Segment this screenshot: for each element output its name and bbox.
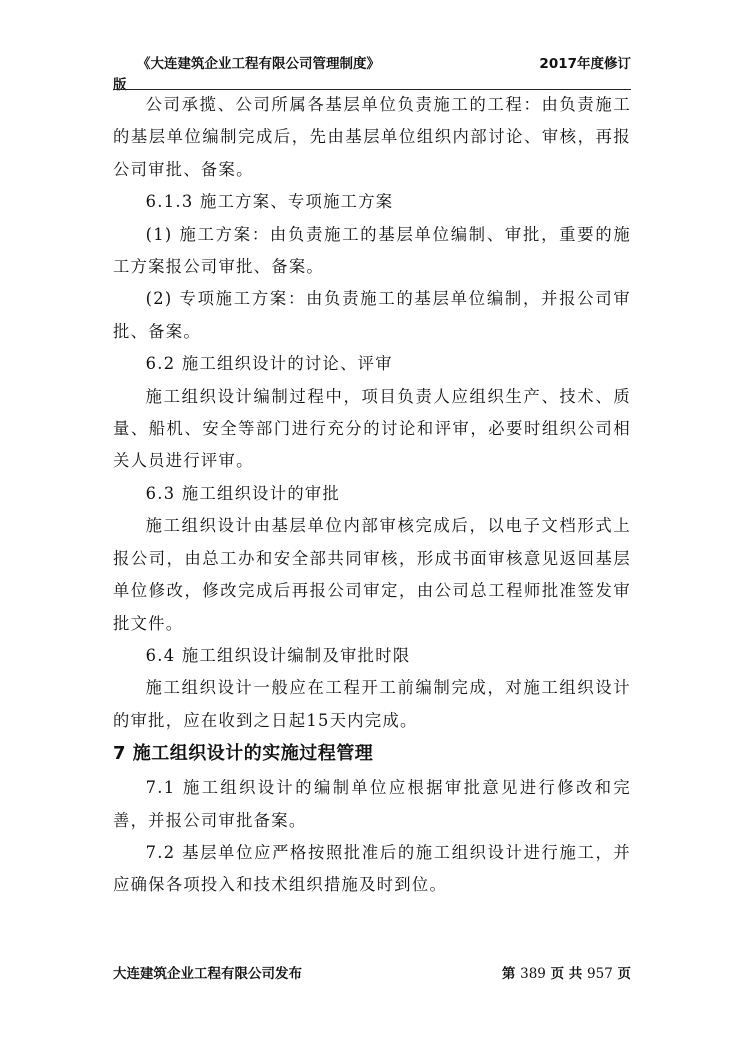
page-total: 957 [587,966,613,982]
footer-publisher: 大连建筑企业工程有限公司发布 [113,966,302,982]
paragraph-construction-plan: (1) 施工方案：由负责施工的基层单位编制、审批，重要的施工方案报公司审批、备案。 [113,224,631,277]
page-mid: 页 共 [550,966,583,982]
header-title: 《大连建筑企业工程有限公司管理制度》 [137,56,380,72]
header-edition: 2017年度修订 [539,56,631,72]
page-suffix: 页 [617,966,631,982]
paragraph-approval: 施工组织设计由基层单位内部审核完成后，以电子文档形式上报公司，由总工办和安全部共同审核，形成书面审核意见返回基层单位修改，修改完成后再报公司审定，由公司总工程师批准签发审批文件。 [113,516,631,633]
header-edition-continued: 版 [113,77,127,93]
chapter-heading-7: 7 施工组织设计的实施过程管理 [113,743,374,765]
section-heading-6-2: 6.2 施工组织设计的讨论、评审 [145,354,393,374]
paragraph-submission: 公司承揽、公司所属各基层单位负责施工的工程：由负责施工的基层单位编制完成后，先由基层单位组织内部讨论、审核，再报公司审批、备案。 [113,95,631,179]
section-heading-6-1-3: 6.1.3 施工方案、专项施工方案 [145,192,394,212]
paragraph-7-1: 7.1 施工组织设计的编制单位应根据审批意见进行修改和完善，并报公司审批备案。 [113,778,631,830]
section-heading-6-4: 6.4 施工组织设计编制及审批时限 [145,645,411,665]
section-heading-6-3: 6.3 施工组织设计的审批 [145,483,341,503]
paragraph-special-plan: (2) 专项施工方案：由负责施工的基层单位编制，并报公司审批、备案。 [113,289,631,341]
page-prefix: 第 [501,966,516,982]
paragraph-discussion-review: 施工组织设计编制过程中，项目负责人应组织生产、技术、质量、船机、安全等部门进行充分的讨论和评审，必要时组织公司相关人员进行评审。 [113,386,631,471]
document-body [113,89,631,902]
footer-page-number [502,962,631,982]
paragraph-7-2: 7.2 基层单位应严格按照批准后的施工组织设计进行施工，并应确保各项投入和技术组织措施及时到位。 [113,842,631,895]
paragraph-time-limit: 施工组织设计一般应在工程开工前编制完成，对施工组织设计的审批，应在收到之日起15天内完成。 [113,678,631,730]
page-current: 389 [520,966,546,982]
